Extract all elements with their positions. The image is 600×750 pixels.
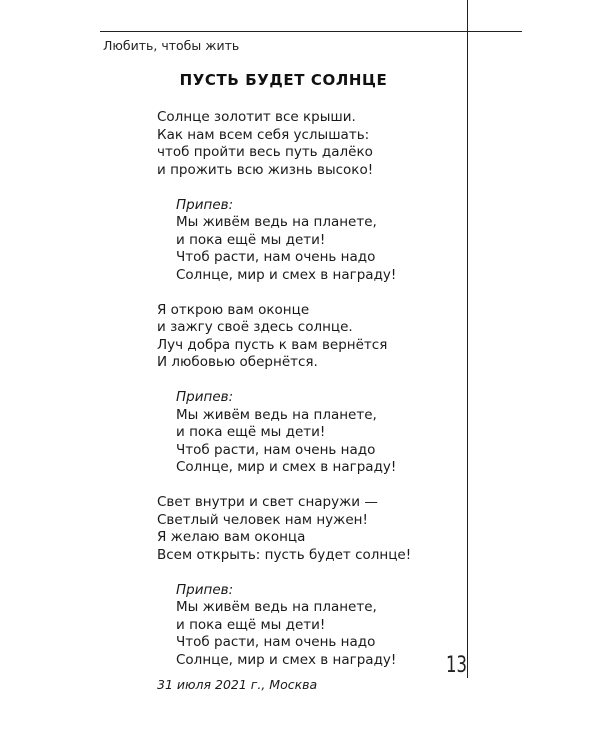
verse-line: и зажгу своё здесь солнце. xyxy=(157,319,353,335)
poem-body xyxy=(157,109,457,693)
chorus-line: Мы живём ведь на планете, xyxy=(176,406,377,423)
chorus-3 xyxy=(176,582,457,670)
chorus-label: Припев: xyxy=(176,389,234,405)
stanza-1 xyxy=(157,109,457,179)
date-place: 31 июля 2021 г., Москва xyxy=(157,677,318,692)
verse-line: Я желаю вам оконца xyxy=(157,529,306,545)
chorus-line: и пока ещё мы дети! xyxy=(176,231,326,248)
chorus-line: Солнце, мир и смех в награду! xyxy=(176,459,397,475)
verse-line: Солнце золотит все крыши. xyxy=(157,109,356,125)
stanza-2 xyxy=(157,302,457,372)
verse-line: чтоб пройти весь путь далёко xyxy=(157,144,373,160)
chorus-line: Мы живём ведь на планете, xyxy=(176,214,377,230)
chorus-line: Чтоб расти, нам очень надо xyxy=(176,249,376,265)
running-head: Любить, чтобы жить xyxy=(103,38,240,53)
verse-line: Луч добра пусть к вам вернётся xyxy=(157,336,388,353)
chorus-label: Припев: xyxy=(176,196,234,213)
chorus-line: Чтоб расти, нам очень надо xyxy=(176,634,376,650)
verse-line: Как нам всем себя услышать: xyxy=(157,126,370,143)
verse-line: Светлый человек нам нужен! xyxy=(157,511,368,528)
verse-line: Я открою вам оконце xyxy=(157,301,310,318)
chorus-line: Чтоб расти, нам очень надо xyxy=(176,441,376,458)
chorus-1 xyxy=(176,197,457,285)
chorus-line: и пока ещё мы дети! xyxy=(176,424,326,440)
verse-line: И любовью обернётся. xyxy=(157,354,318,370)
chorus-line: Солнце, мир и смех в награду! xyxy=(176,651,397,668)
chorus-2 xyxy=(176,389,457,477)
top-rule xyxy=(100,31,522,32)
chorus-line: Солнце, мир и смех в награду! xyxy=(176,266,397,283)
poem-title: ПУСТЬ БУДЕТ СОЛНЦЕ xyxy=(179,71,388,89)
chorus-line: и пока ещё мы дети! xyxy=(176,616,326,633)
margin-rule xyxy=(467,0,468,678)
verse-line: Свет внутри и свет снаружи — xyxy=(157,494,378,510)
verse-line: и прожить всю жизнь высоко! xyxy=(157,161,374,178)
verse-line: Всем открыть: пусть будет солнце! xyxy=(157,546,412,563)
page-number: 13 xyxy=(446,653,467,678)
stanza-3 xyxy=(157,494,457,564)
chorus-label: Припев: xyxy=(176,581,234,598)
chorus-line: Мы живём ведь на планете, xyxy=(176,599,377,615)
